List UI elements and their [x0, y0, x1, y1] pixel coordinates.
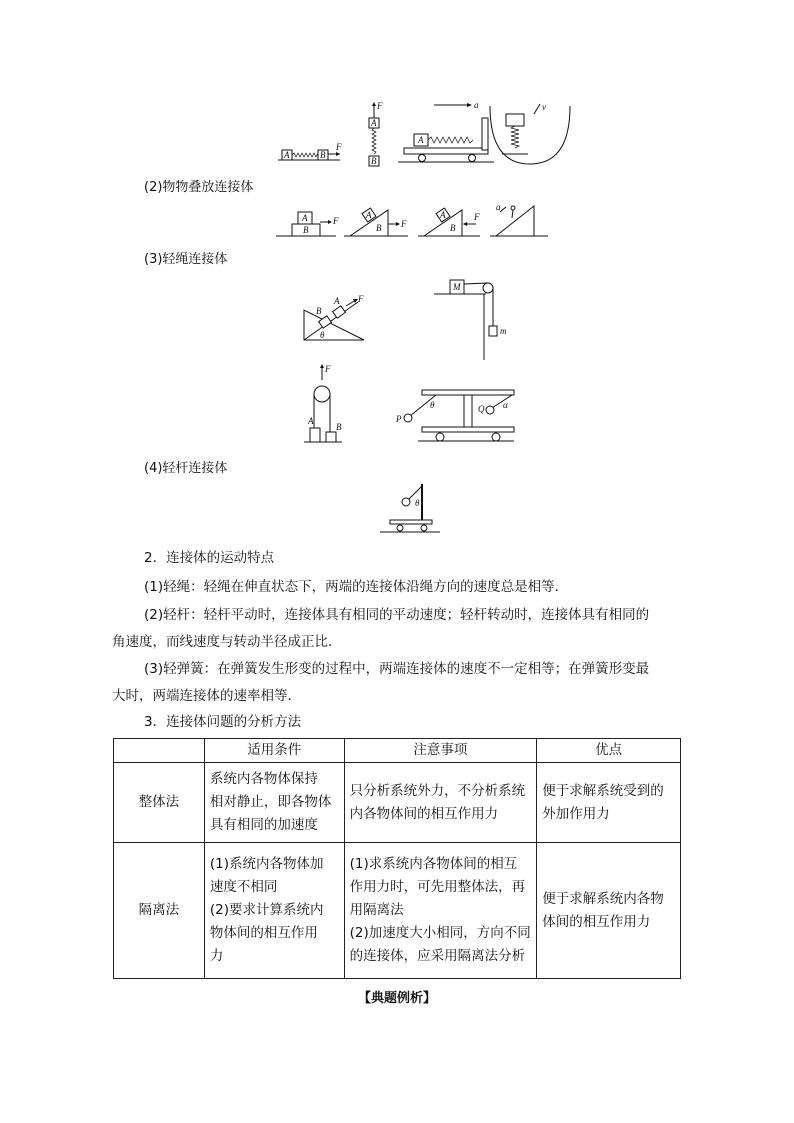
- section-rope-bodies: (3)轻绳连接体: [144, 252, 228, 267]
- table-header-method: [114, 739, 205, 763]
- advantage-line: 便于求解系统内各物: [542, 890, 664, 907]
- label-f: F: [401, 219, 407, 229]
- spring-connection-figures: [278, 100, 558, 170]
- analysis-methods-table: [113, 738, 681, 979]
- label-v: v: [542, 102, 546, 112]
- label-acceleration: a: [496, 202, 501, 212]
- label-a: A: [334, 296, 340, 306]
- stacked-diagrams-svg: [276, 200, 548, 242]
- table-row: [114, 843, 681, 979]
- label-a: A: [366, 210, 372, 220]
- label-b: B: [376, 223, 382, 233]
- figure-incline-rope: [304, 294, 364, 340]
- advantage-line: 体间的相互作用力: [542, 913, 651, 930]
- advantage-cell: [537, 763, 681, 843]
- notes-cell: [344, 763, 537, 843]
- section-rod-bodies: (4)轻杆连接体: [144, 461, 228, 476]
- label-theta: θ: [415, 498, 420, 508]
- figure-wedge-push-left: [418, 208, 480, 236]
- label-b: B: [450, 223, 456, 233]
- notes-line: 只分析系统外力，不分析系统: [349, 782, 526, 799]
- condition-line: 速度不相同: [209, 879, 278, 895]
- label-theta: θ: [430, 400, 435, 410]
- condition-line: (2)要求计算系统内: [209, 902, 324, 918]
- label-f: F: [333, 216, 339, 226]
- label-a: A: [308, 416, 314, 426]
- label-f: F: [377, 101, 383, 111]
- stacked-bodies-figures: [276, 200, 548, 242]
- rope-figures-row1: [300, 272, 510, 362]
- table-header-notes: 注意事项: [344, 739, 537, 763]
- label-f: F: [325, 364, 331, 374]
- condition-line: 力: [209, 948, 224, 964]
- figure-cart-spring: [398, 100, 494, 162]
- motion-rod-paragraph-line1: (2)轻杆：轻杆平动时，连接体具有相同的平动速度；轻杆转动时，连接体具有相同的: [144, 607, 650, 623]
- label-q: Q: [478, 404, 485, 414]
- advantage-line: 便于求解系统受到的: [542, 782, 664, 799]
- motion-spring-paragraph-line1: (3)轻弹簧：在弹簧发生形变的过程中，两端连接体的速度不一定相等；在弹簧形变最: [144, 661, 650, 677]
- rope-diagrams-svg-2: [300, 364, 516, 450]
- figure-bowl-spring: [490, 102, 570, 164]
- condition-line: 相对静止，即各物体: [209, 794, 332, 810]
- analysis-heading: 3．连接体问题的分析方法: [144, 714, 302, 730]
- label-big-m: M: [453, 282, 461, 292]
- figure-person-on-incline: [490, 202, 548, 236]
- notes-line: (2)加速度大小相同，方向不同: [349, 925, 531, 941]
- condition-cell: [204, 843, 344, 979]
- figure-table-pulley: [434, 280, 507, 360]
- notes-line: 用隔离法: [349, 902, 404, 918]
- label-alpha: α: [503, 400, 508, 410]
- label-b: B: [303, 225, 309, 235]
- label-b: B: [336, 422, 342, 432]
- motion-rod-paragraph-line2: 角速度，而线速度与转动半径成正比．: [112, 634, 342, 650]
- figure-wedge-push-right: [344, 208, 408, 236]
- label-f: F: [474, 212, 480, 222]
- label-b: B: [320, 150, 326, 160]
- condition-cell: [204, 763, 344, 843]
- notes-line: 的连接体，应采用隔离法分析: [349, 948, 526, 964]
- rope-diagrams-svg: [300, 272, 510, 362]
- figure-horizontal-spring: [278, 142, 342, 160]
- table-header-condition: 适用条件: [204, 739, 344, 763]
- notes-line: 作用力时，可先用整体法，再: [349, 879, 526, 895]
- label-b: B: [371, 156, 377, 166]
- label-f: F: [336, 142, 342, 152]
- figure-pulley-ab: [304, 364, 342, 442]
- label-f: F: [358, 294, 364, 304]
- condition-line: 物体间的相互作用: [209, 925, 318, 941]
- notes-line: 内各物体间的相互作用力: [349, 805, 499, 822]
- label-a: A: [284, 150, 290, 160]
- label-a: A: [371, 118, 377, 128]
- label-a: A: [418, 135, 424, 145]
- advantage-cell: [537, 843, 681, 979]
- rod-diagram-svg: [378, 480, 442, 538]
- condition-line: 系统内各物体保持: [209, 771, 318, 787]
- table-header-row: [114, 739, 681, 763]
- advantage-line: 外加作用力: [542, 805, 610, 822]
- label-small-m: m: [500, 326, 507, 336]
- label-theta: θ: [320, 330, 325, 340]
- method-whole: 整体法: [114, 763, 205, 843]
- rod-figure: [378, 480, 442, 538]
- condition-line: (1)系统内各物体加: [209, 856, 324, 872]
- label-acceleration: a: [474, 100, 479, 110]
- motion-spring-paragraph-line2: 大时，两端连接体的速率相等．: [112, 688, 301, 704]
- label-p: P: [396, 414, 402, 424]
- typical-examples-title: 【典题例析】: [357, 991, 436, 1006]
- section-stacked-bodies: (2)物物叠放连接体: [144, 180, 254, 195]
- notes-cell: [344, 843, 537, 979]
- method-isolation: 隔离法: [114, 843, 205, 979]
- figure-stacked-flat: [276, 212, 339, 236]
- motion-rope-paragraph: (1)轻绳：轻绳在伸直状态下，两端的连接体沿绳方向的速度总是相等．: [144, 579, 569, 595]
- spring-diagrams-svg: [278, 100, 558, 170]
- label-a: A: [302, 213, 308, 223]
- figure-vertical-spring: [369, 101, 383, 166]
- notes-line: (1)求系统内各物体间的相互: [349, 856, 518, 872]
- condition-line: 具有相同的加速度: [209, 817, 318, 833]
- table-row: [114, 763, 681, 843]
- table-header-advantage: 优点: [537, 739, 681, 763]
- label-b: B: [316, 306, 322, 316]
- figure-cart-pendulums: [395, 390, 514, 441]
- label-a: A: [440, 210, 446, 220]
- rope-figures-row2: [300, 364, 516, 450]
- motion-heading: 2．连接体的运动特点: [144, 550, 275, 566]
